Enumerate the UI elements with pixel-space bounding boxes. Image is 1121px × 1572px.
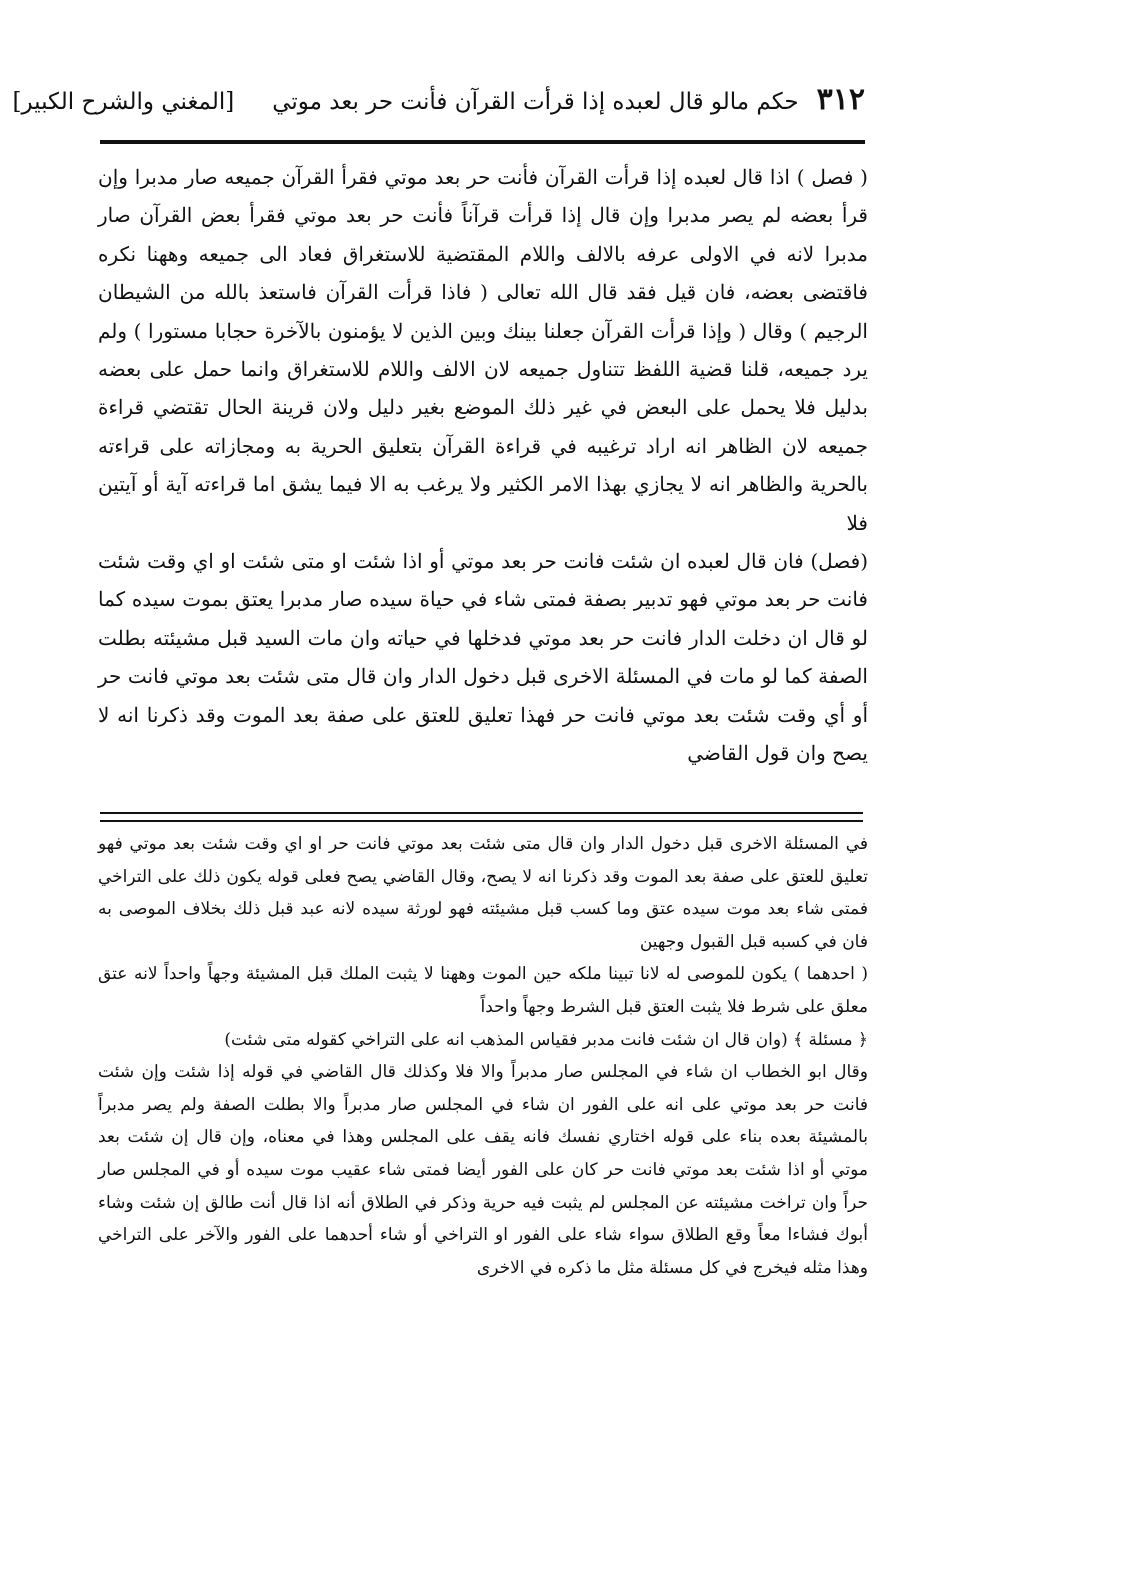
commentary-paragraph: وقال ابو الخطاب ان شاء في المجلس صار مدبراً والا فلا وكذلك قال القاضي في قوله إذا شئت وإن شئت فانت حر بعد موتي على انه على الفور ان شاء في المجلس صار مدبراً والا بطلت الصفة ولم يصر مدبراً بالمشيئة بعده بناء على قوله اختاري نفسك فانه يقف على المجلس وهذا في معناه، وإن قال إن شئت بعد موتي أو اذا شئت بعد موتي فانت حر كان على الفور أيضا فمتى شاء عقيب موت سيده أو في المجلس صار حراً وان تراخت مشيئته عن المجلس لم يثبت فيه حرية وذكر في الطلاق أنه اذا قال أنت طالق إن شئت وشاء أبوك فشاءا معاً وقع الطلاق سواء شاء على الفور او التراخي أو شاء أحدهما على الفور والآخر على التراخي وهذا مثله فيخرج في كل مسئلة مثل ما ذكره في الاخرى <box>98 1062 868 1278</box>
running-title: حكم مالو قال لعبده إذا قرأت القرآن فأنت حر بعد موتي <box>272 89 799 115</box>
commentary-text <box>98 828 868 1284</box>
main-paragraph: ( فصل ) اذا قال لعبده إذا قرأت القرآن فأنت حر بعد موتي فقرأ القرآن جميعه صار مدبرا وإن قرأ بعضه لم يصر مدبرا وإن قال إذا قرأت قرآناً فأنت حر بعد موتي فقرأ بعض القرآن صار مدبرا لانه في الاولى عرفه بالالف واللام المقتضية للاستغراق فعاد الى جميعه وههنا نكره فاقتضى بعضه، فان قيل فقد قال الله تعالى ( فاذا قرأت القرآن فاستعذ بالله من الشيطان الرجيم ) وقال ( وإذا قرأت القرآن جعلنا بينك وبين الذين لا يؤمنون بالآخرة حجابا مستورا ) ولم يرد جميعه، قلنا قضية اللفظ تتناول جميعه لان الالف واللام للاستغراق وانما حمل على بعضه بدليل فلا يحمل على البعض في غير ذلك الموضع بغير دليل ولان قرينة الحال تقتضي قراءة جميعه لان الظاهر انه اراد ترغيبه في قراءة القرآن بتعليق الحرية به ومجازاته على قراءته بالحرية والظاهر انه لا يجازي بهذا الامر الكثير ولا يرغب به الا فيما يشق اما قراءته آية أو آيتين فلا <box>98 165 868 535</box>
main-paragraph: (فصل) فان قال لعبده ان شئت فانت حر بعد موتي أو اذا شئت او متى شئت او اي وقت شئت فانت حر بعد موتي فهو تدبير بصفة فمتى شاء في حياة سيده صار مدبرا يعتق بموت سيده كما لو قال ان دخلت الدار فانت حر بعد موتي فدخلها في حياته وان مات السيد قبل مشيئته بطلت الصفة كما لو مات في المسئلة الاخرى قبل دخول الدار وان قال متى شئت بعد موتي فانت حر أو أي وقت شئت بعد موتي فانت حر فهذا تعليق للعتق على صفة بعد الموت وقد ذكرنا انه لا يصح وان قول القاضي <box>98 549 868 766</box>
book-title: [المغني والشرح الكبير] <box>12 89 235 115</box>
section-divider <box>100 812 863 822</box>
header-rule <box>100 140 865 144</box>
commentary-paragraph: ﴿ مسئلة ﴾ (وان قال ان شئت فانت مدبر فقياس المذهب انه على التراخي كقوله متى شئت) <box>224 1029 868 1050</box>
page-number: ٣١٢ <box>816 82 865 117</box>
commentary-paragraph: في المسئلة الاخرى قبل دخول الدار وان قال متى شئت بعد موتي فانت حر او اي وقت شئت بعد موتي فهو تعليق للعتق على صفة بعد الموت وقد ذكرنا انه لا يصح، وقال القاضي يصح فعلى قوله يكون ذلك على التراخي فمتى شاء بعد موت سيده عتق وما كسب قبل مشيئته فهو لورثة سيده لانه عبد قبل ذلك بخلاف الموصى به فان في كسبه قبل القبول وجهين <box>98 834 868 952</box>
main-text <box>98 158 868 773</box>
commentary-paragraph: ( احدهما ) يكون للموصى له لانا تبينا ملكه حين الموت وههنا لا يثبت الملك قبل المشيئة وجهاً واحداً لانه عتق معلق على شرط فلا يثبت العتق قبل الشرط وجهاً واحداً <box>98 964 868 1017</box>
page-header <box>12 82 865 134</box>
